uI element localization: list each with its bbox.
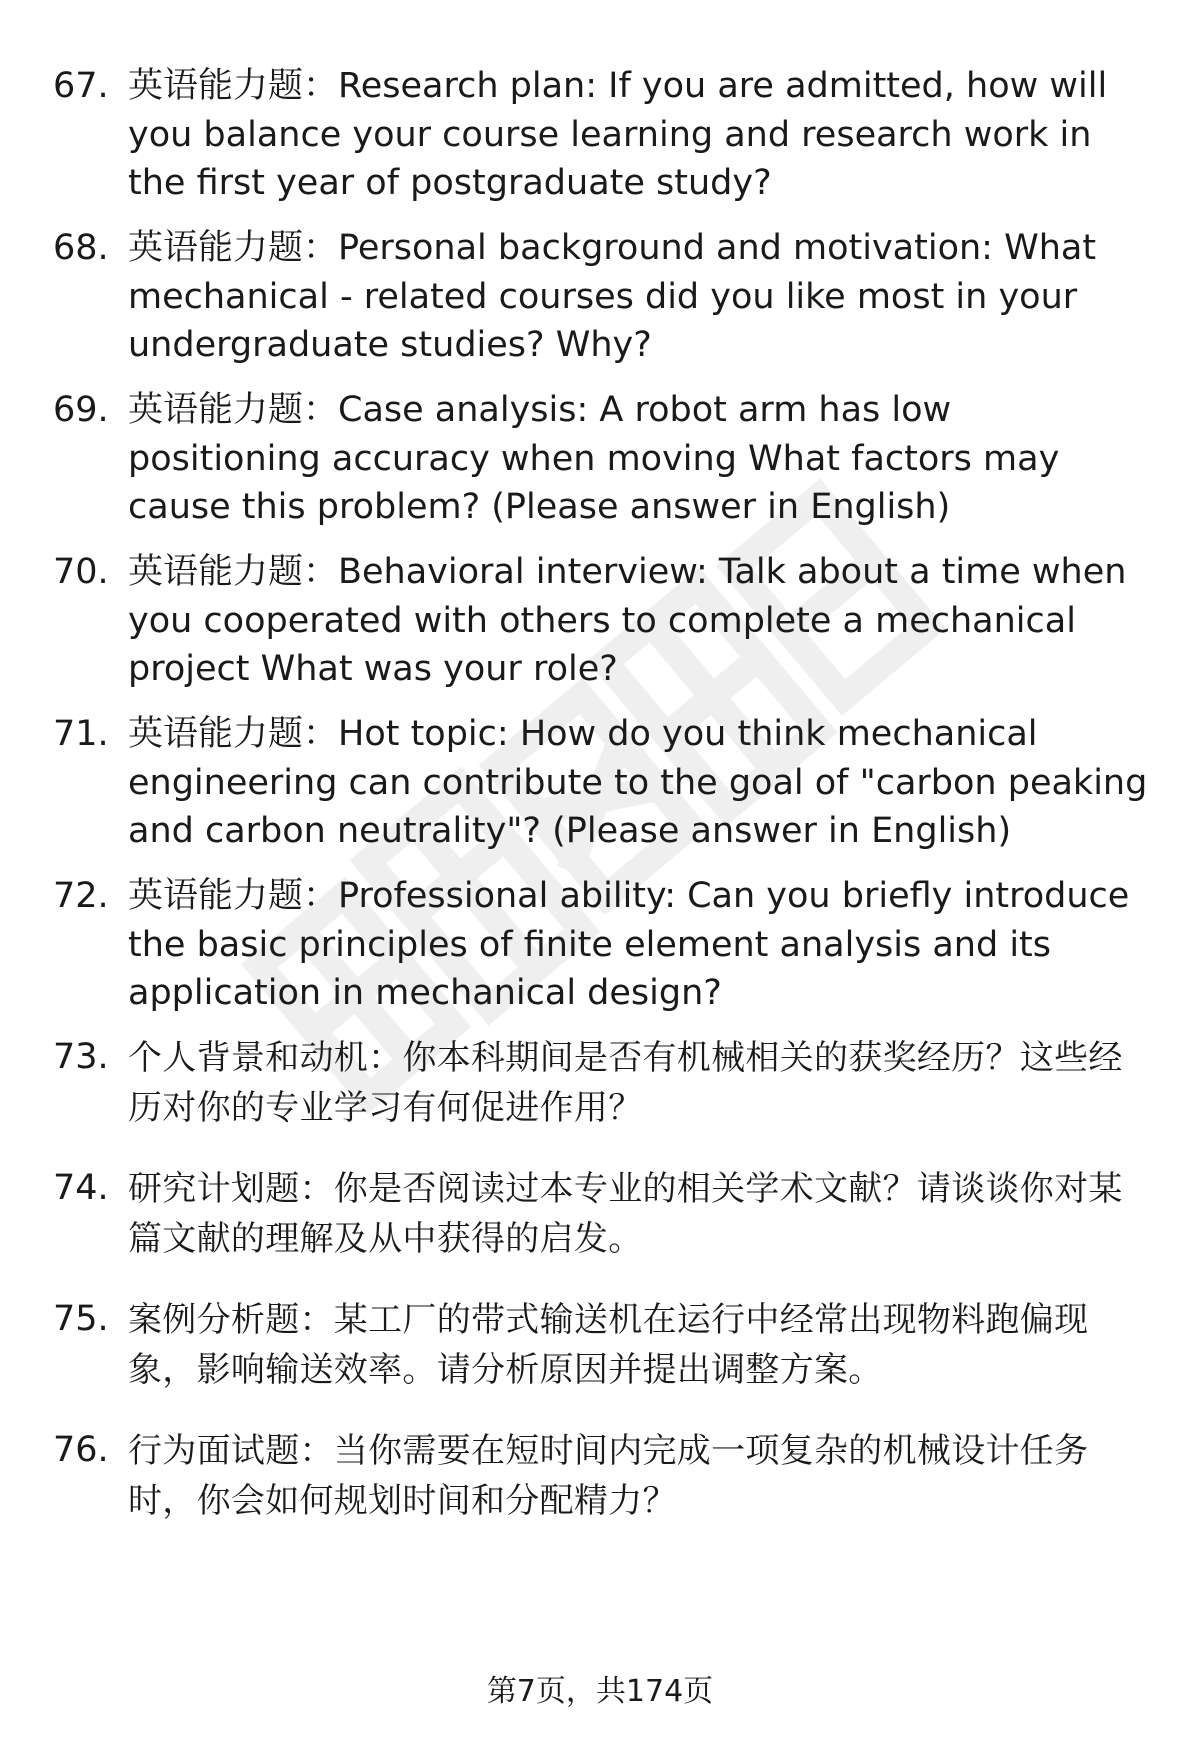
question-number: 67. bbox=[53, 66, 109, 106]
question-number: 71. bbox=[53, 714, 109, 754]
question-text: 个人背景和动机：你本科期间是否有机械相关的获奖经历？这些经历对你的专业学习有何促进作用？ bbox=[128, 1038, 1123, 1128]
question-number: 73. bbox=[53, 1037, 109, 1077]
question-text: 英语能力题：Hot topic: How do you think mechanical engineering can contribute to the goal of "carbon peaking and carbon neutrality"? (Please answer in English) bbox=[128, 714, 1148, 851]
question-number: 69. bbox=[53, 390, 109, 430]
question-text: 案例分析题：某工厂的带式输送机在运行中经常出现物料跑偏现象，影响输送效率。请分析原因并提出调整方案。 bbox=[128, 1300, 1089, 1390]
question-text: 研究计划题：你是否阅读过本专业的相关学术文献？请谈谈你对某篇文献的理解及从中获得的启发。 bbox=[128, 1169, 1123, 1259]
question-text: 行为面试题：当你需要在短时间内完成一项复杂的机械设计任务时，你会如何规划时间和分配精力？ bbox=[128, 1431, 1089, 1521]
question-text: 英语能力题：Professional ability: Can you briefly introduce the basic principles of finite element analysis and its application in mechanical design? bbox=[128, 876, 1130, 1013]
question-text: 英语能力题：Research plan: If you are admitted, how will you balance your course learning and research work in the first year of postgraduate study? bbox=[128, 66, 1108, 203]
question-number: 68. bbox=[53, 228, 109, 268]
question-number: 72. bbox=[53, 876, 109, 916]
question-number: 75. bbox=[53, 1299, 109, 1339]
question-text: 英语能力题：Case analysis: A robot arm has low positioning accuracy when moving What factors may cause this problem? (Please answer in English) bbox=[128, 390, 1060, 527]
question-number: 74. bbox=[53, 1168, 109, 1208]
question-number: 70. bbox=[53, 552, 109, 592]
question-text: 英语能力题：Personal background and motivation: What mechanical - related courses did you like most in your undergraduate studies? Why? bbox=[128, 228, 1097, 365]
page-footer: 第7页，共174页 bbox=[486, 1674, 714, 1709]
question-number: 76. bbox=[53, 1430, 109, 1470]
question-text: 英语能力题：Behavioral interview: Talk about a time when you cooperated with others to complete a mechanical project What was your role? bbox=[128, 552, 1127, 689]
